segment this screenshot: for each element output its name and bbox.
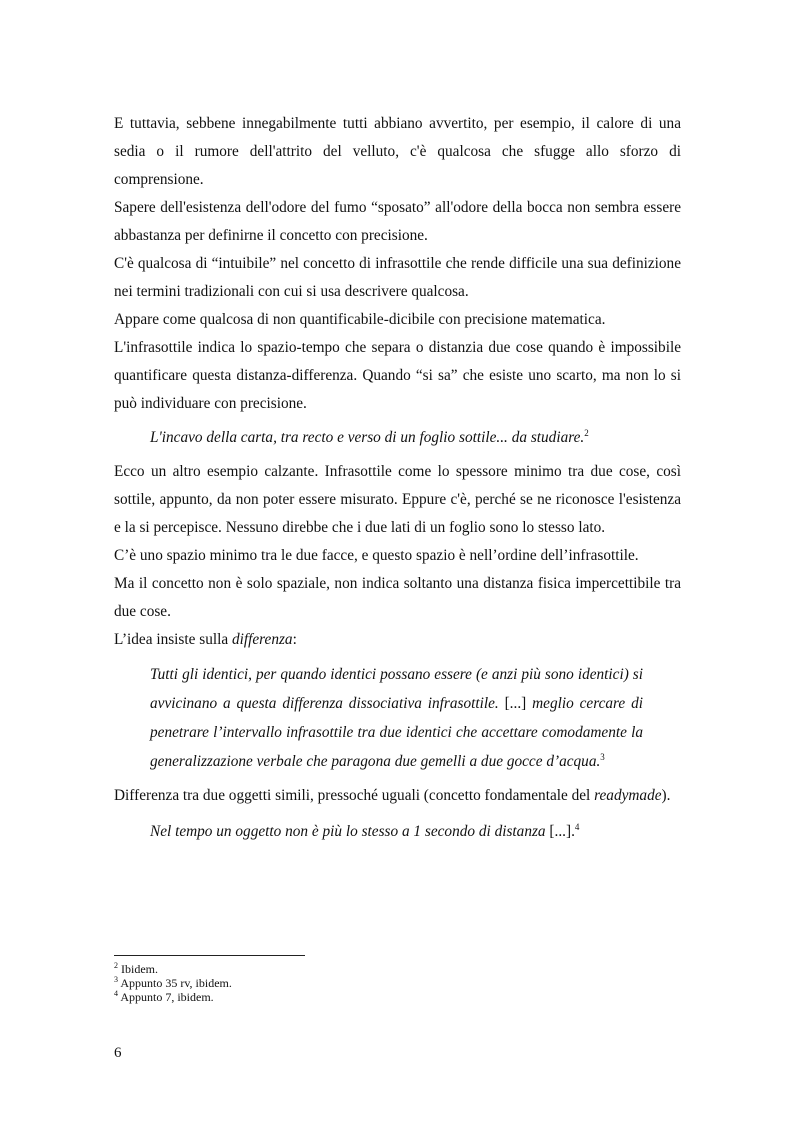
- quote-1: [114, 424, 681, 452]
- footnote-4-number: 4: [114, 989, 118, 998]
- paragraph-9-emphasis: differenza: [231, 631, 293, 648]
- footnote-3-text: Appunto 35 rv, ibidem.: [120, 976, 232, 990]
- footnote-2: [114, 962, 514, 976]
- paragraph-5: L'infrasottile indica lo spazio-tempo che separa o distanzia due cose quando è impossibile quantificare questa distanza-differenza. Quando “si sa” che esiste uno scarto, ma non lo si può individuare con precisione.: [114, 339, 681, 412]
- paragraph-8: Ma il concetto non è solo spaziale, non indica soltanto una distanza fisica impercettibile tra due cose.: [114, 575, 681, 620]
- paragraph-10: [114, 782, 681, 810]
- footnotes: [114, 962, 514, 1004]
- footnote-ref-3: 3: [600, 751, 605, 762]
- paragraph-3: C'è qualcosa di “intuibile” nel concetto di infrasottile che rende difficile una sua definizione nei termini tradizionali con cui si usa descrivere qualcosa.: [114, 255, 681, 300]
- paragraph-9-colon: :: [292, 631, 297, 648]
- quote-3-ellipsis: [...].: [545, 823, 575, 840]
- footnote-3: [114, 976, 514, 990]
- quote-2: [150, 660, 643, 776]
- quote-3-text: Nel tempo un oggetto non è più lo stesso a 1 secondo di distanza: [150, 823, 546, 840]
- quote-1-text: L'incavo della carta, tra recto e verso di un foglio sottile... da studiare.: [150, 429, 585, 446]
- paragraph-9: [114, 626, 681, 654]
- page-body: [114, 110, 681, 846]
- paragraph-10-close: ).: [661, 787, 671, 804]
- footnote-4-text: Appunto 7, ibidem.: [120, 990, 214, 1004]
- paragraph-6: Ecco un altro esempio calzante. Infrasottile come lo spessore minimo tra due cose, così sottile, appunto, da non poter essere misurato. Eppure c'è, perché se ne riconosce l'esistenza e la si percepisce. Nessuno direbbe che i due lati di un foglio sono lo stesso lato.: [114, 463, 681, 536]
- page-number: 6: [114, 1045, 122, 1061]
- footnote-ref-2: 2: [584, 427, 589, 438]
- paragraph-2: Sapere dell'esistenza dell'odore del fumo “sposato” all'odore della bocca non sembra essere abbastanza per definirne il concetto con precisione.: [114, 199, 681, 244]
- footnote-2-number: 2: [114, 961, 118, 970]
- quote-3: [114, 818, 681, 846]
- quote-2-part1: Tutti gli identici, per quando identici possano essere (e anzi più sono identici) si avvicinano a questa differenza dissociativa infrasottile.: [150, 666, 643, 712]
- paragraph-10-text: Differenza tra due oggetti simili, pressoché uguali (concetto fondamentale del: [114, 787, 595, 804]
- paragraph-10-emphasis: readymade: [594, 787, 662, 804]
- paragraph-7: C’è uno spazio minimo tra le due facce, e questo spazio è nell’ordine dell’infrasottile.: [114, 547, 639, 564]
- footnote-ref-4: 4: [574, 821, 580, 832]
- quote-2-ellipsis: [...]: [498, 695, 533, 712]
- paragraph-9-text: L’idea insiste sulla: [114, 631, 232, 648]
- footnote-divider: [114, 955, 305, 956]
- paragraph-1: E tuttavia, sebbene innegabilmente tutti abbiano avvertito, per esempio, il calore di una sedia o il rumore dell'attrito del velluto, c'è qualcosa che sfugge allo sforzo di comprensione.: [114, 115, 681, 188]
- footnote-4: [114, 990, 514, 1004]
- footnote-3-number: 3: [114, 975, 118, 984]
- quote-2-part2: meglio cercare di penetrare l’intervallo infrasottile tra due identici che accettare comodamente la generalizzazione verbale che paragona due gemelli a due gocce d’acqua.: [150, 695, 643, 770]
- paragraph-4: Appare come qualcosa di non quantificabile-dicibile con precisione matematica.: [114, 311, 606, 328]
- footnote-2-text: Ibidem.: [121, 962, 158, 976]
